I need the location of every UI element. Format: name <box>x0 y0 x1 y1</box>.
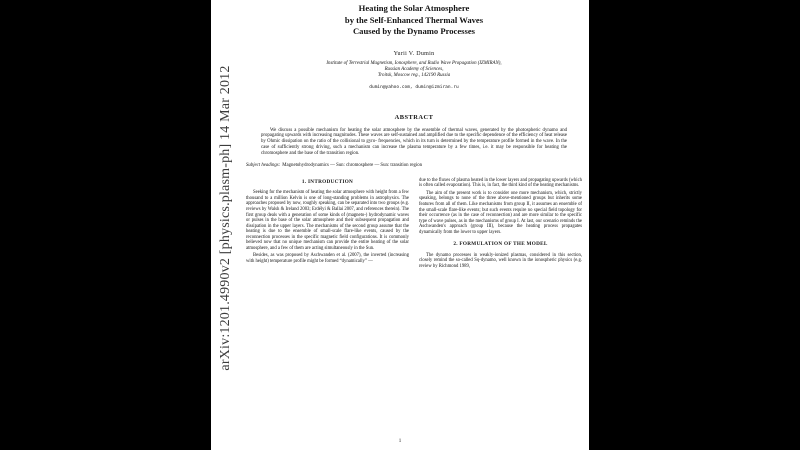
page-number: 1 <box>398 439 402 444</box>
title-line-2: by the Self-Enhanced Thermal Waves <box>344 14 484 25</box>
affiliation-line-1: Institute of Terrestrial Magnetism, Ionosphere, and Radio Wave Propagation (IZMIRAN), <box>326 60 502 66</box>
col1-paragraph-1: Seeking for the mechanism of heating the solar atmosphere with height from a few thousand to a million Kelvin is one of long-standing problems in astrophysics. The approaches proposed by now, roughly speaking, can be separated into two groups (e.g. reviews by Walsh & Ireland 2003; Erdélyi & Ballai 2007, and references therein). The first group deals with a generation of some kinds of (magneto-) hydrodynamic waves or pulses in the base of the solar atmosphere and their subsequent propagation and dissipation in the upper layers. The mechanisms of the second group assume that the heating is due to the ensemble of small-scale flare-like events, caused by the reconnection processes in the specific magnetic field configurations. It is commonly believed now that no unique mechanism can provide the entire heating of the solar atmosphere, and a few of them are acting simultaneously in the Sun. <box>246 190 409 251</box>
section-1-heading: 1. INTRODUCTION <box>301 178 354 185</box>
col2-paragraph-3: The dynamo processes in weakly-ionized plasmas, considered in this section, closely remind the so-called Sq-dynamo, well known in the ionospheric physics (e.g. review by Richmond 1989, <box>419 252 582 269</box>
title-line-3: Caused by the Dynamo Processes <box>352 26 476 36</box>
paper-content <box>246 3 582 269</box>
paper-title <box>246 3 582 38</box>
col1-paragraph-2: Besides, as was proposed by Aschwanden et al. (2007), the inverted (increasing with height) temperature profile might be formed “dynamically” — <box>246 253 409 264</box>
affiliation <box>246 61 582 80</box>
abstract-heading: ABSTRACT <box>394 113 434 121</box>
col2-paragraph-2: The aim of the present work is to consider one more mechanism, which, strictly speaking, belongs to none of the three above-mentioned groups but inherits some features from all of them. Like mechanisms from group II, it assumes an ensemble of the small-scale flare-like events; but such events require no special field topology for their occurrence (as in the case of reconnection) and are more similar to the specific type of wave pulses, as in the mechanisms of group I. At last, our scenario reminds the Aschwanden's approach (group III), because the heating process propagates dynamically from the lower to upper layers. <box>419 190 582 235</box>
affiliation-line-3: Troitsk, Moscow reg., 142190 Russia <box>377 73 451 79</box>
subject-headings-text: Magnetohydrodynamics — Sun: chromosphere — Sun: transition region <box>282 163 423 169</box>
column-left <box>246 178 409 270</box>
col2-paragraph-1: due to the fluxes of plasma heated in the lower layers and propagating upwards (which is often called evaporation). This is, in fact, the third kind of the heating mechanisms. <box>419 177 582 189</box>
two-column-body <box>246 178 582 270</box>
column-right <box>419 178 582 270</box>
paper-page <box>211 0 589 450</box>
author-emails: dumin@yahoo.com, dumin@izmiran.ru <box>369 84 459 90</box>
affiliation-line-2: Russian Academy of Sciences, <box>384 66 444 72</box>
abstract-text: We discuss a possible mechanism for heating the solar atmosphere by the ensemble of thermal waves, generated by the photospheric dynamo and propagating upwards with increasing magnitudes. These waves are self-sustained and amplified due to the specific dependence of the efficiency of heat release by Ohmic dissipation on the ratio of the collisional to gyro- frequencies, which in its turn is determined by the temperature profile formed in the wave. In the case of sufficiently strong driving, such a mechanism can increase the plasma temperature by a few times, i.e. it may be responsible for heating the chromosphere and the base of the transition region. <box>261 127 567 156</box>
arxiv-watermark: arXiv:1201.4990v2 [physics.plasm-ph] 14 Mar 2012 <box>218 65 233 371</box>
subject-headings-label: Subject headings: <box>246 163 281 169</box>
subject-headings <box>246 163 582 169</box>
section-2-heading: 2. FORMULATION OF THE MODEL <box>453 241 548 248</box>
author-name: Yurii V. Dumin <box>393 50 435 57</box>
title-line-1: Heating the Solar Atmosphere <box>358 3 470 13</box>
